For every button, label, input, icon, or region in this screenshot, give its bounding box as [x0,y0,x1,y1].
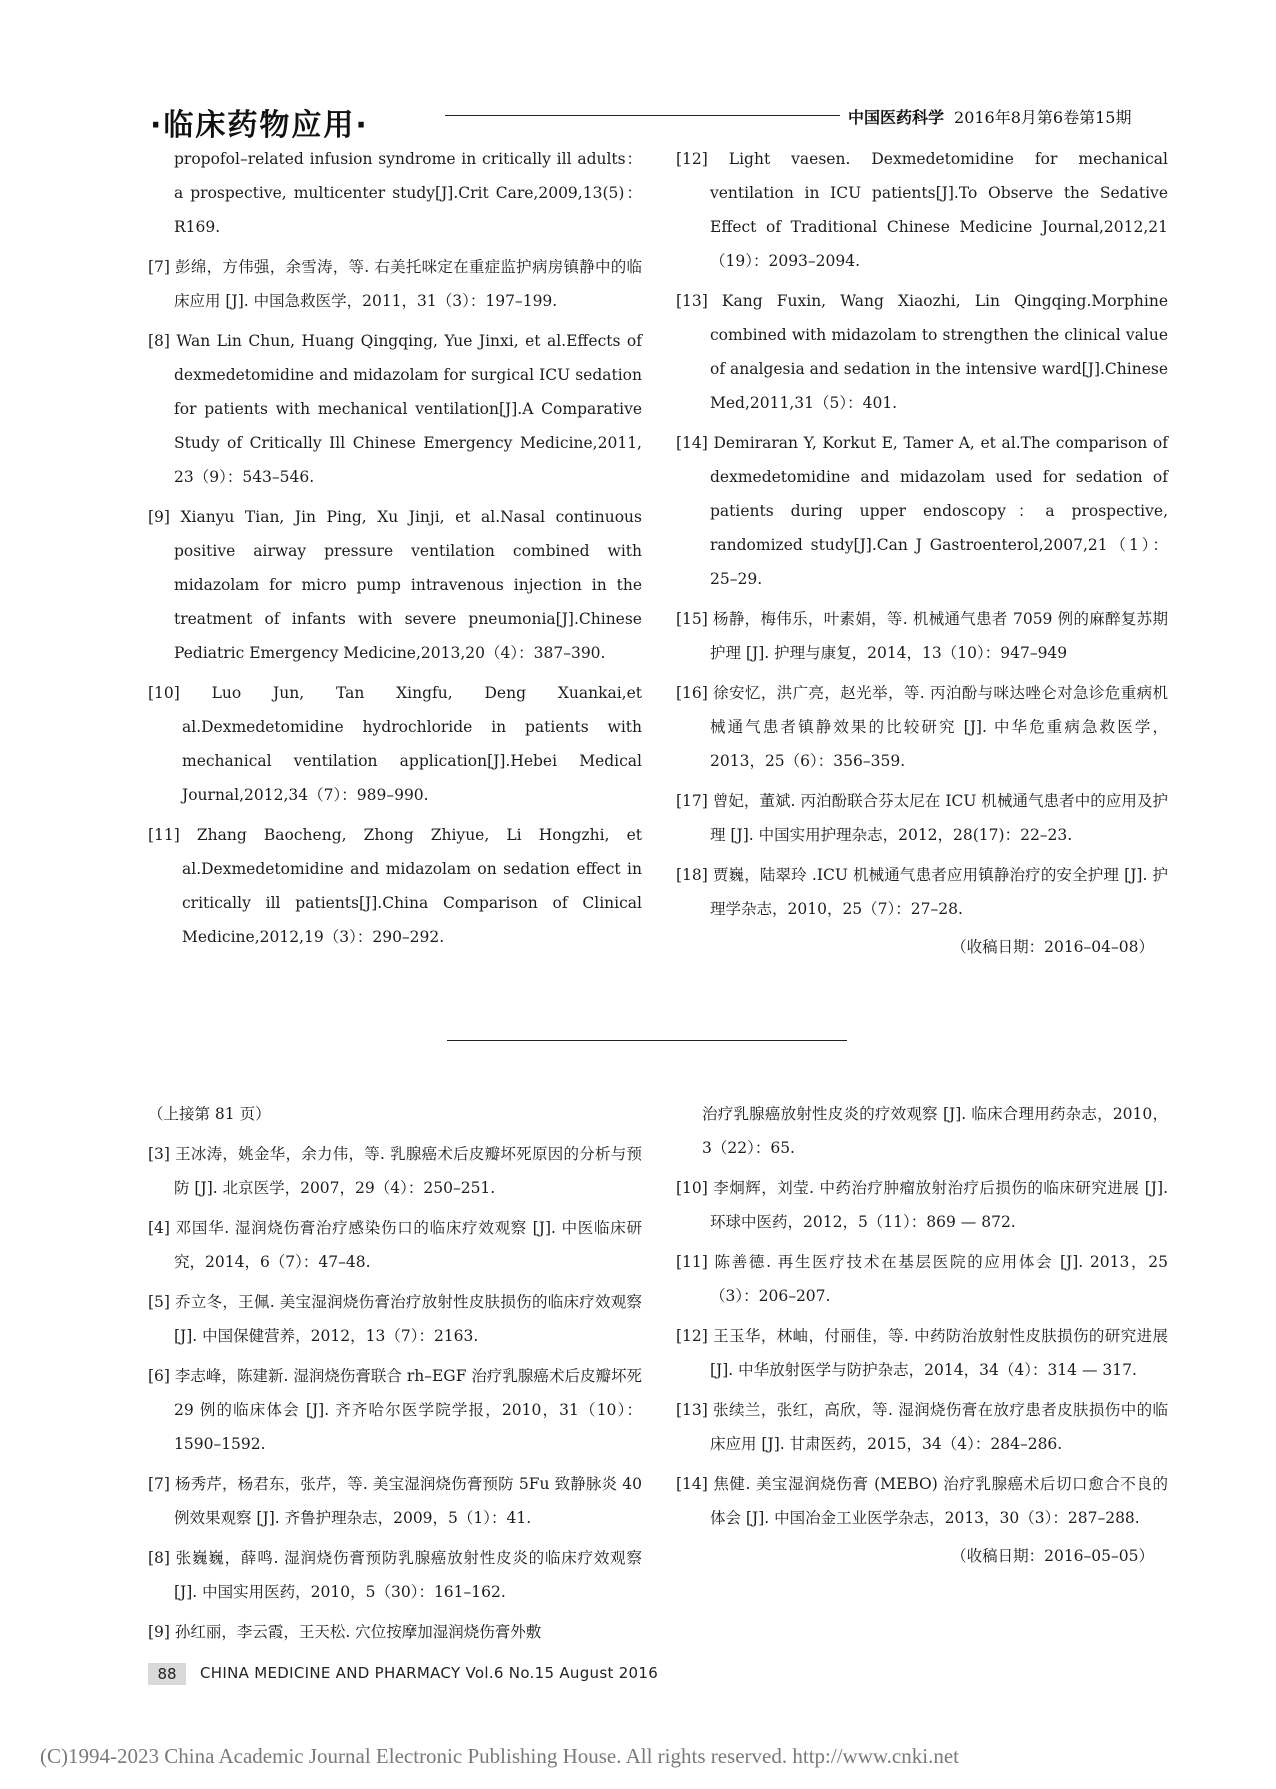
reference-item: [13] 张续兰，张红，高欣，等. 湿润烧伤膏在放疗患者皮肤损伤中的临床应用 [J]. 甘肃医药，2015，34（4）：284–286. [676,1401,1168,1453]
reference-item: [8] 张巍巍，薛鸣. 湿润烧伤膏预防乳腺癌放射性皮炎的临床疗效观察 [J]. 中国实用医药，2010，5（30）：161–162. [148,1549,642,1601]
reference-item: [8] Wan Lin Chun, Huang Qingqing, Yue Jinxi, et al.Effects of dexmedetomidine and midazolam for surgical ICU sedation for patients with mechanical ventilation[J].A Comparative Study of Critically Ill Chinese Emergency Medicine,2011, 23（9）：543–546. [148,332,642,486]
journal-header [848,105,1131,128]
footer-journal-info: CHINA MEDICINE AND PHARMACY Vol.6 No.15 August 2016 [200,1664,659,1682]
references-bottom-left [148,1097,642,1655]
journal-name: 中国医药科学 [848,108,945,127]
reference-item: [17] 曾妃，董斌. 丙泊酚联合芬太尼在 ICU 机械通气患者中的应用及护理 [J]. 中国实用护理杂志，2012，28(17)：22–23. [676,792,1168,844]
received-date: （收稿日期：2016–05–05） [951,1547,1154,1565]
header-rule [445,115,840,116]
reference-item: [14] 焦健. 美宝湿润烧伤膏 (MEBO) 治疗乳腺癌术后切口愈合不良的体会 [J]. 中国冶金工业医学杂志，2013，30（3）：287–288. [676,1475,1168,1527]
reference-item: [12] Light vaesen. Dexmedetomidine for mechanical ventilation in ICU patients[J].To Observe the Sedative Effect of Traditional Chinese Medicine Journal,2012,21（19）：2093–2094. [676,150,1168,270]
reference-item: [12] 王玉华，林岫，付丽佳，等. 中药防治放射性皮肤损伤的研究进展 [J]. 中华放射医学与防护杂志，2014，34（4）：314 — 317. [676,1327,1168,1379]
reference-item: [7] 杨秀芹，杨君东，张芹，等. 美宝湿润烧伤膏预防 5Fu 致静脉炎 40 例效果观察 [J]. 齐鲁护理杂志，2009，5（1）：41. [148,1475,642,1527]
reference-item: 治疗乳腺癌放射性皮炎的疗效观察 [J]. 临床合理用药杂志，2010，3（22）：65. [702,1105,1168,1157]
continued-from-note: （上接第 81 页） [148,1105,271,1123]
references-bottom-right [676,1097,1168,1571]
reference-item: [11] 陈善德. 再生医疗技术在基层医院的应用体会 [J]. 2013，25（3）：206–207. [676,1253,1168,1305]
reference-item: [13] Kang Fuxin, Wang Xiaozhi, Lin Qingqing.Morphine combined with midazolam to strengthen the clinical value of analgesia and sedation in the intensive ward[J].Chinese Med,2011,31（5）：401. [676,292,1168,412]
copyright-notice: (C)1994-2023 China Academic Journal Electronic Publishing House. All rights reserved. http://www.cnki.net [40,1744,959,1768]
reference-item: [7] 彭绵，方伟强，余雪涛，等. 右美托咪定在重症监护病房镇静中的临床应用 [J]. 中国急救医学，2011，31（3）：197–199. [148,258,642,310]
references-top-left [148,142,642,960]
reference-item: [4] 邓国华. 湿润烧伤膏治疗感染伤口的临床疗效观察 [J]. 中医临床研究，2014，6（7）：47–48. [148,1219,642,1271]
reference-item: [16] 徐安忆，洪广亮，赵光举，等. 丙泊酚与咪达唑仑对急诊危重病机械通气患者镇静效果的比较研究 [J]. 中华危重病急救医学，2013，25（6）：356–359. [676,684,1168,770]
reference-item: [15] 杨静，梅伟乐，叶素娟，等. 机械通气患者 7059 例的麻醉复苏期护理 [J]. 护理与康复，2014，13（10）：947–949 [676,610,1168,662]
page-number: 88 [148,1663,186,1685]
reference-item: propofol–related infusion syndrome in critically ill adults：a prospective, multicenter study[J].Crit Care,2009,13(5)：R169. [174,150,642,236]
reference-item: [18] 贾巍，陆翠玲 .ICU 机械通气患者应用镇静治疗的安全护理 [J]. 护理学杂志，2010，25（7）：27–28. [676,866,1168,918]
journal-issue: 2016年8月第6卷第15期 [954,108,1132,127]
received-date: （收稿日期：2016–04–08） [951,938,1154,956]
reference-item: [10] Luo Jun, Tan Xingfu, Deng Xuankai,et al.Dexmedetomidine hydrochloride in patients with mechanical ventilation application[J].Hebei Medical Journal,2012,34（7）：989–990. [148,684,642,804]
reference-item: [9] 孙红丽，李云霞，王天松. 穴位按摩加湿润烧伤膏外敷 [148,1623,542,1641]
reference-item: [10] 李炯辉，刘莹. 中药治疗肿瘤放射治疗后损伤的临床研究进展 [J]. 环球中医药，2012，5（11）：869 — 872. [676,1179,1168,1231]
reference-item: [11] Zhang Baocheng, Zhong Zhiyue, Li Hongzhi, et al.Dexmedetomidine and midazolam on sedation effect in critically ill patients[J].China Comparison of Clinical Medicine,2012,19（3）：290–292. [148,826,642,946]
reference-item: [14] Demiraran Y, Korkut E, Tamer A, et al.The comparison of dexmedetomidine and midazolam used for sedation of patients during upper endoscopy：a prospective, randomized study[J].Can J Gastroenterol,2007,21（1）：25–29. [676,434,1168,588]
reference-item: [5] 乔立冬，王佩. 美宝湿润烧伤膏治疗放射性皮肤损伤的临床疗效观察 [J]. 中国保健营养，2012，13（7）：2163. [148,1293,642,1345]
section-title: ·临床药物应用· [150,108,369,143]
article-divider [447,1040,847,1041]
reference-item: [6] 李志峰，陈建新. 湿润烧伤膏联合 rh–EGF 治疗乳腺癌术后皮瓣坏死 29 例的临床体会 [J]. 齐齐哈尔医学院学报，2010，31（10）：1590–1592. [148,1367,642,1453]
reference-item: [3] 王冰涛，姚金华，余力伟，等. 乳腺癌术后皮瓣坏死原因的分析与预防 [J]. 北京医学，2007，29（4）：250–251. [148,1145,642,1197]
reference-item: [9] Xianyu Tian, Jin Ping, Xu Jinji, et al.Nasal continuous positive airway pressure ventilation combined with midazolam for micro pump intravenous injection in the treatment of infants with severe pneumonia[J].Chinese Pediatric Emergency Medicine,2013,20（4）：387–390. [148,508,642,662]
references-top-right [676,142,1168,962]
